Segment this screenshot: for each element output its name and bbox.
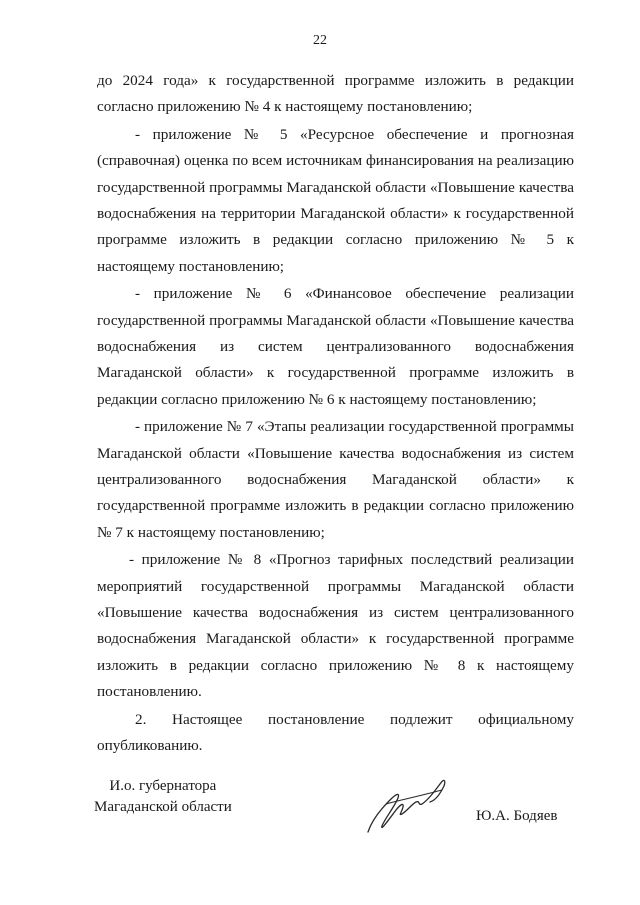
signatory-title-line-1: И.о. губернатора <box>109 778 217 794</box>
handwritten-signature <box>360 774 460 843</box>
paragraph-continuation: до 2024 года» к государственной программе изложить в редакции согласно приложению № 4 к настоящему постановлению; <box>97 72 574 116</box>
paragraph-publication <box>97 707 574 760</box>
document-body <box>97 68 574 759</box>
paragraph-appendix-5: - приложение № 5 «Ресурсное обеспечение и прогнозная (справочная) оценка по всем источникам финансирования на реализацию государственной программы Магаданской области «Повышение качества водоснабжения на территории Магаданской области» к государственной программе изложить в редакции согласно приложению № 5 к настоящему постановлению; <box>97 126 574 275</box>
signature-block <box>0 776 640 856</box>
signatory-title-line-2: Магаданской области <box>94 799 232 815</box>
signatory-name: Ю.А. Бодяев <box>476 808 558 824</box>
page-number: 22 <box>313 33 327 48</box>
signatory-title <box>94 776 232 818</box>
paragraph-appendix-7: - приложение № 7 «Этапы реализации государственной программы Магаданской области «Повышение качества водоснабжения из систем централизованного водоснабжения Магаданской области» к государственной программе изложить в редакции согласно приложению № 7 к настоящему постановлению; <box>97 418 574 541</box>
paragraph-appendix-8: - приложение № 8 «Прогноз тарифных последствий реализации мероприятий государственной программы Магаданской области «Повышение качества водоснабжения из систем централизованного водоснабжения Магаданской области» к государственной программе изложить в редакции согласно приложению № 8 к настоящему постановлению. <box>97 551 574 700</box>
item-text: Настоящее постановление подлежит официальному опубликованию. <box>97 710 574 754</box>
paragraph-appendix-6: - приложение № 6 «Финансовое обеспечение реализации государственной программы Магаданской области «Повышение качества водоснабжения из систем централизованного водоснабжения Магаданской области» к государственной программе изложить в редакции согласно приложению № 6 к настоящему постановлению; <box>97 285 574 408</box>
item-number: 2. <box>135 710 147 728</box>
